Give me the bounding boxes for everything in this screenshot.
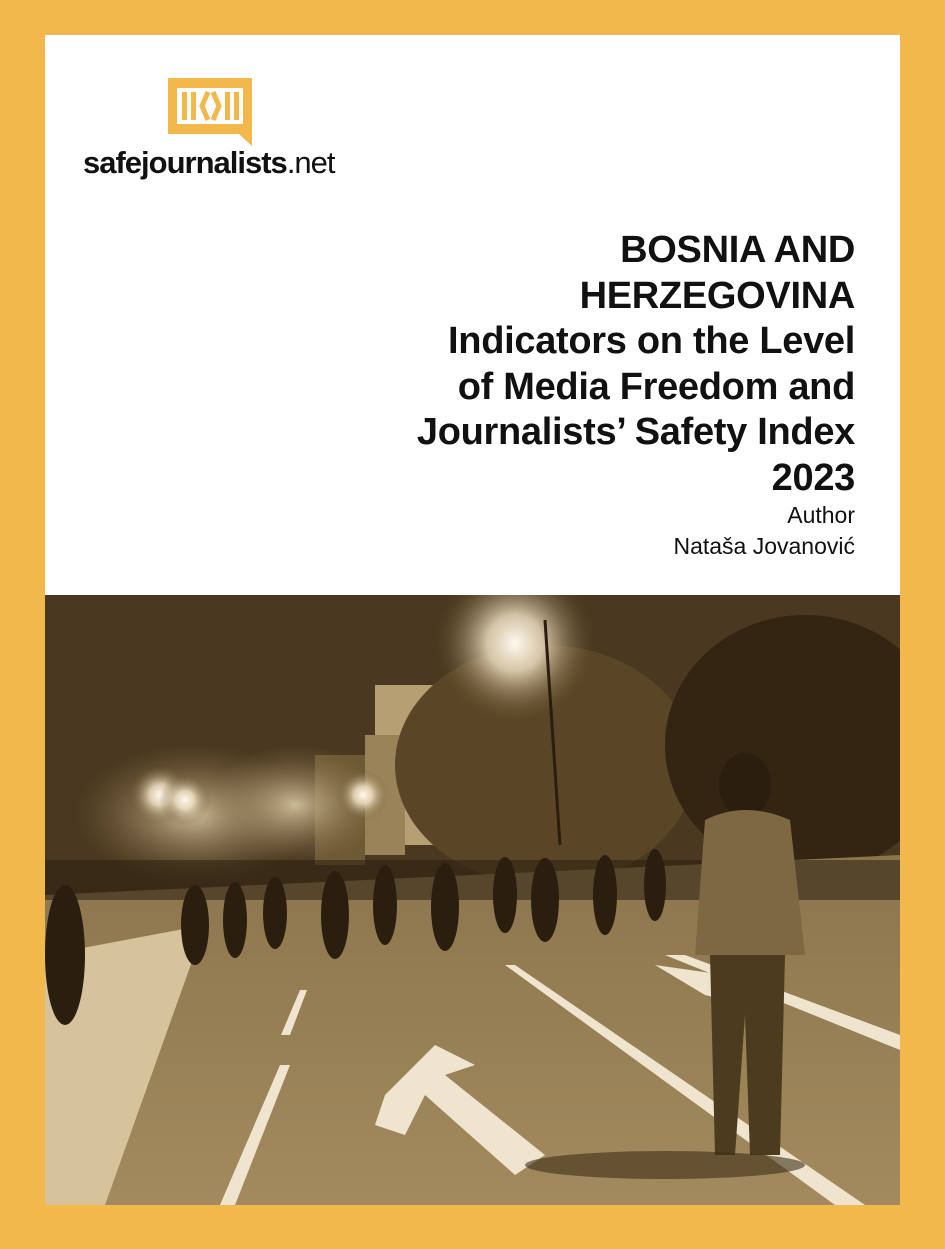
cover-photo xyxy=(45,595,900,1205)
title-line: HERZEGOVINA xyxy=(579,274,855,317)
title-line: Journalists’ Safety Index xyxy=(416,411,855,453)
site-domain: .net xyxy=(286,145,335,180)
title-year: 2023 xyxy=(771,456,855,499)
report-title xyxy=(235,228,855,501)
site-logo-text xyxy=(83,145,335,181)
site-name: safejournalists xyxy=(83,145,287,180)
logo-flag-icon xyxy=(168,78,252,146)
title-line: BOSNIA AND xyxy=(620,229,855,271)
author-label: Author xyxy=(787,502,855,528)
author-block xyxy=(673,500,855,562)
title-line: of Media Freedom and xyxy=(457,365,855,408)
title-line: Indicators on the Level xyxy=(448,320,855,362)
cover-card xyxy=(45,35,900,1205)
author-name: Nataša Jovanović xyxy=(673,533,855,559)
